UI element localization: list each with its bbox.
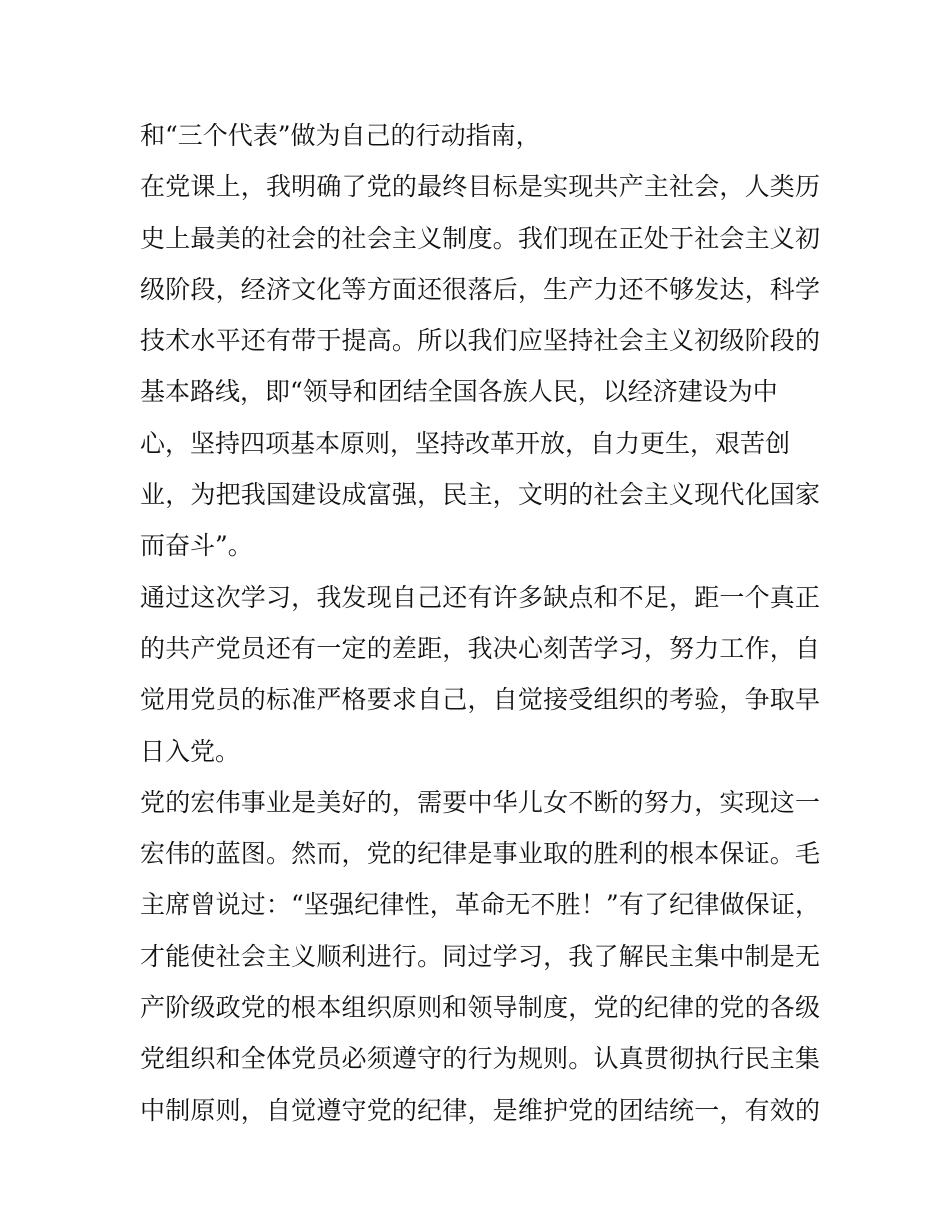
text-line: 党组织和全体党员必须遵守的行为规则。认真贯彻执行民主集 bbox=[140, 1044, 820, 1074]
text-line: 的共产党员还有一定的差距，我决心刻苦学习，努力工作，自 bbox=[140, 633, 820, 663]
text-line: 产阶级政党的根本组织原则和领导制度，党的纪律的党的各级 bbox=[140, 993, 820, 1023]
text-line: 通过这次学习，我发现自己还有许多缺点和不足，距一个真正 bbox=[140, 582, 820, 612]
text-line: 心，坚持四项基本原则，坚持改革开放，自力更生，艰苦创 bbox=[140, 428, 791, 458]
text-line: 宏伟的蓝图。然而，党的纪律是事业取的胜利的根本保证。毛 bbox=[140, 839, 820, 869]
text-line: 才能使社会主义顺利进行。同过学习，我了解民主集中制是无 bbox=[140, 941, 820, 971]
document-body bbox=[140, 110, 820, 1136]
text-line: 日入党。 bbox=[140, 736, 241, 766]
text-line: 党的宏伟事业是美好的，需要中华儿女不断的努力，实现这一 bbox=[140, 787, 820, 817]
text-line: 中制原则，自觉遵守党的纪律，是维护党的团结统一，有效的 bbox=[140, 1095, 820, 1125]
text-line: 级阶段，经济文化等方面还很落后，生产力还不够发达，科学 bbox=[140, 274, 820, 304]
text-line: 史上最美的社会的社会主义制度。我们现在正处于社会主义初 bbox=[140, 223, 820, 253]
text-line: 业，为把我国建设成富强，民主，文明的社会主义现代化国家 bbox=[140, 480, 820, 510]
text-line: 主席曾说过：“坚强纪律性，革命无不胜！”有了纪律做保证， bbox=[140, 890, 820, 920]
text-line: 觉用党员的标准严格要求自己，自觉接受组织的考验，争取早 bbox=[140, 685, 820, 715]
text-line: 技术水平还有带于提高。所以我们应坚持社会主义初级阶段的 bbox=[140, 326, 820, 356]
text-line: 基本路线，即“领导和团结全国各族人民，以经济建设为中 bbox=[140, 377, 778, 407]
text-line: 而奋斗”。 bbox=[140, 531, 253, 561]
text-line: 在党课上，我明确了党的最终目标是实现共产主社会，人类历 bbox=[140, 172, 820, 202]
text-line: 和“三个代表”做为自己的行动指南， bbox=[140, 121, 541, 150]
